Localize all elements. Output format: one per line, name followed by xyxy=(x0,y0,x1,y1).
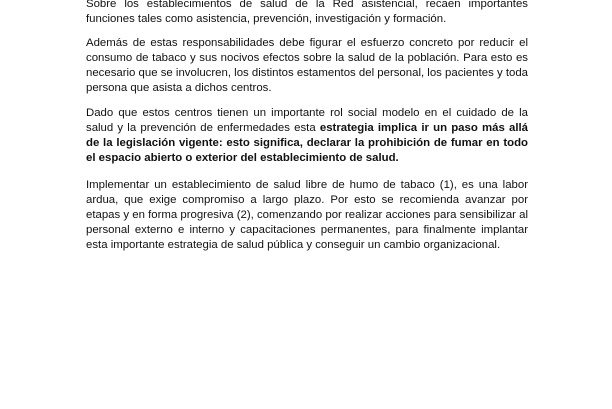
paragraph-functions xyxy=(86,0,528,27)
paragraph-text-regular: Dado que estos centros tienen un importante rol social modelo en el cuidado de la salud y la prevención de enfermedades esta xyxy=(86,107,528,134)
paragraph-tobacco-effort xyxy=(86,36,528,96)
paragraph-text xyxy=(86,106,528,166)
paragraph-text: Implementar un establecimiento de salud libre de humo de tabaco (1), es una labor ardua, que exige compromiso a largo plazo. Por esto se recomienda avanzar por etapas y en forma progresiva (2), comenzando por realizar acciones para sensibilizar al personal externo e interno y capacitaciones permanentes, para finalmente implantar esta importante estrategia de salud pública y conseguir un cambio organizacional. xyxy=(86,179,528,251)
paragraph-text-bold: estrategia implica ir un paso más allá de la legislación vigente: esto significa, declarar la prohibición de fumar en todo el espacio abierto o exterior del establecimiento de salud. xyxy=(86,122,528,164)
paragraph-strategy xyxy=(86,106,528,166)
paragraph-implementation xyxy=(86,178,528,253)
paragraph-text: Además de estas responsabilidades debe figurar el esfuerzo concreto por reducir el consumo de tabaco y sus nocivos efectos sobre la salud de la población. Para esto es necesario que se involucren, los distintos estamentos del personal, los pacientes y toda persona que asista a dichos centros. xyxy=(86,37,528,94)
paragraph-text: Sobre los establecimientos de salud de la Red asistencial, recaen importantes funciones tales como asistencia, prevención, investigación y formación. xyxy=(86,0,528,25)
